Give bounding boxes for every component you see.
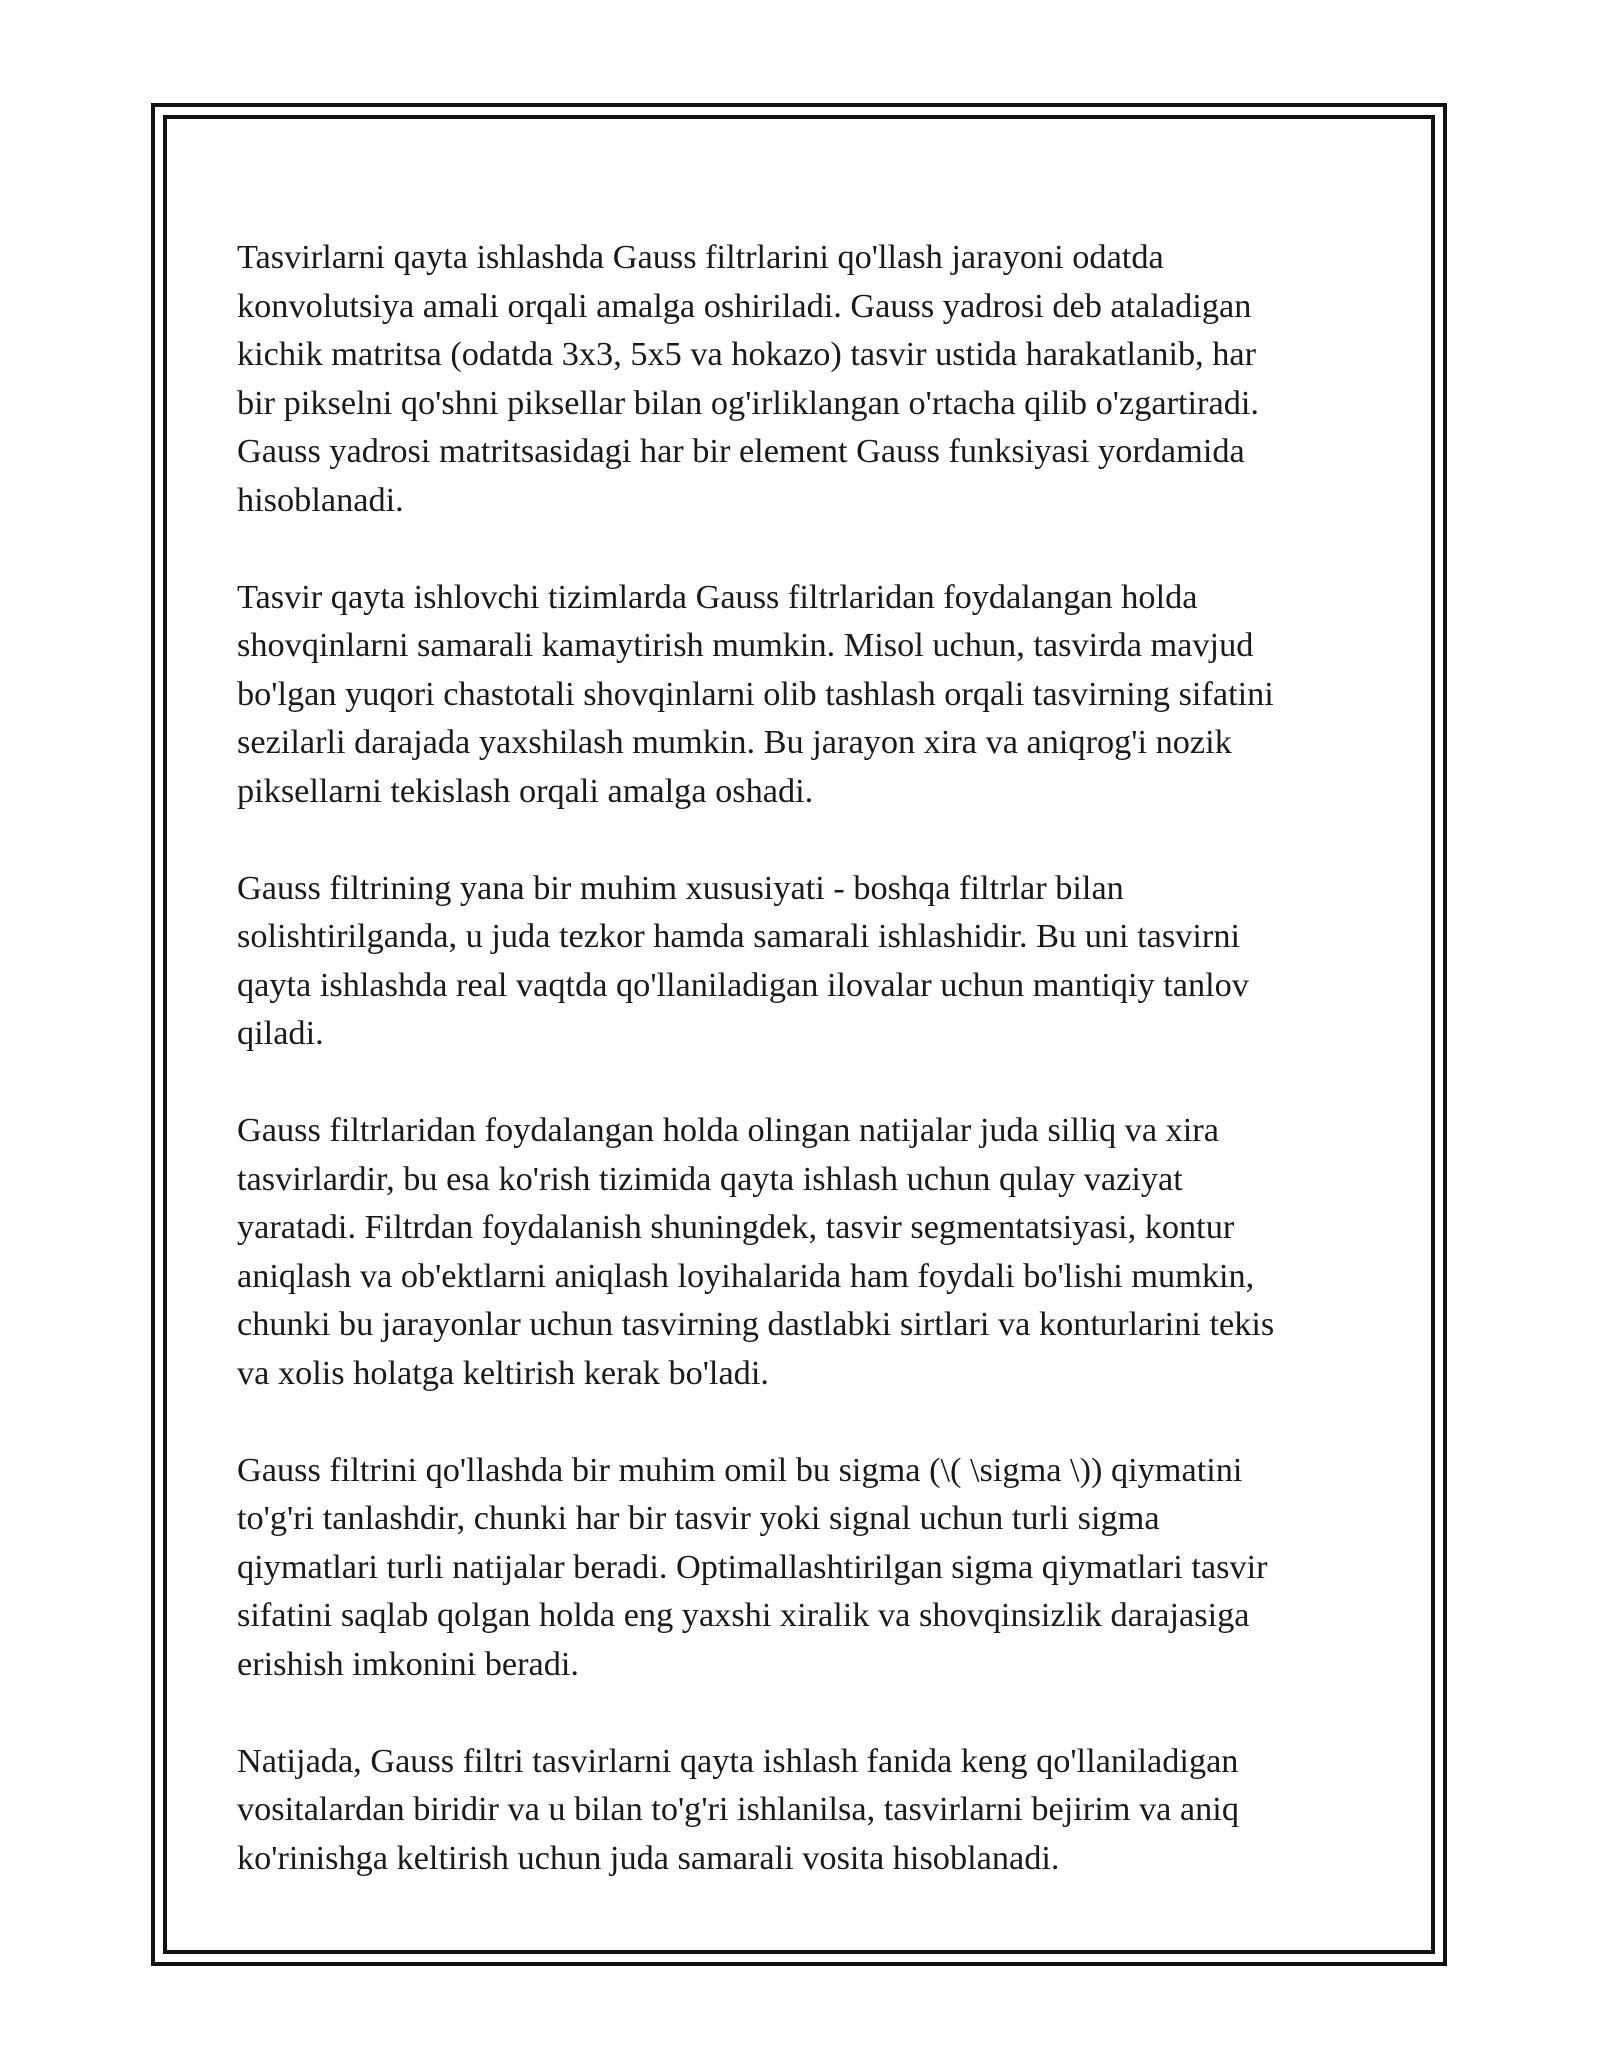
text-line: Gauss filtrining yana bir muhim xususiyati - boshqa filtrlar bilan — [237, 868, 1124, 907]
text-line: qiladi. — [237, 1014, 324, 1052]
paragraph-5 — [237, 1446, 1367, 1689]
text-line: shovqinlarni samarali kamaytirish mumkin. Misol uchun, tasvirda mavjud — [237, 626, 1254, 664]
text-line: erishish imkonini beradi. — [237, 1644, 579, 1683]
text-line: Gauss filtrini qo'llashda bir muhim omil bu sigma (\( \sigma \)) qiymatini — [237, 1450, 1243, 1489]
paragraph-2 — [237, 573, 1367, 816]
paragraph-1 — [237, 233, 1367, 524]
text-line: chunki bu jarayonlar uchun tasvirning dastlabki sirtlari va konturlarini tekis — [237, 1305, 1275, 1343]
paragraph-4 — [237, 1106, 1367, 1397]
text-line: qayta ishlashda real vaqtda qo'llaniladigan ilovalar uchun mantiqiy tanlov — [237, 965, 1249, 1004]
text-line: solishtirilganda, u juda tezkor hamda samarali ishlashidir. Bu uni tasvirni — [237, 917, 1240, 955]
text-line: tasvirlardir, bu esa ko'rish tizimida qayta ishlash uchun qulay vaziyat — [237, 1159, 1183, 1198]
text-line: piksellarni tekislash orqali amalga oshadi. — [237, 771, 814, 810]
text-line: vositalardan biridir va u bilan to'g'ri ishlanilsa, tasvirlarni bejirim va aniq — [237, 1790, 1239, 1828]
text-line: va xolis holatga keltirish kerak bo'ladi. — [237, 1353, 769, 1392]
text-line: konvolutsiya amali orqali amalga oshiriladi. Gauss yadrosi deb ataladigan — [237, 286, 1252, 325]
text-line: aniqlash va ob'ektlarni aniqlash loyihalarida ham foydali bo'lishi mumkin, — [237, 1256, 1255, 1295]
text-line: to'g'ri tanlashdir, chunki har bir tasvir yoki signal uchun turli sigma — [237, 1499, 1160, 1537]
text-line: qiymatlari turli natijalar beradi. Optimallashtirilgan sigma qiymatlari tasvir — [237, 1547, 1268, 1586]
text-line: Gauss yadrosi matritsasidagi har bir element Gauss funksiyasi yordamida — [237, 432, 1245, 470]
text-line: yaratadi. Filtrdan foydalanish shuningdek, tasvir segmentatsiyasi, kontur — [237, 1208, 1235, 1246]
document-body — [237, 233, 1367, 1931]
text-line: ko'rinishga keltirish uchun juda samarali vosita hisoblanadi. — [237, 1838, 1060, 1877]
text-line: Tasvirlarni qayta ishlashda Gauss filtrlarini qo'llash jarayoni odatda — [237, 238, 1164, 276]
paragraph-3 — [237, 864, 1367, 1058]
text-line: bo'lgan yuqori chastotali shovqinlarni olib tashlash orqali tasvirning sifatini — [237, 674, 1274, 713]
text-line: hisoblanadi. — [237, 480, 404, 519]
text-line: kichik matritsa (odatda 3x3, 5x5 va hokazo) tasvir ustida harakatlanib, har — [237, 335, 1257, 373]
text-line: sifatini saqlab qolgan holda eng yaxshi xiralik va shovqinsizlik darajasiga — [237, 1596, 1250, 1634]
paragraph-6 — [237, 1737, 1367, 1883]
text-line: Tasvir qayta ishlovchi tizimlarda Gauss filtrlaridan foydalangan holda — [237, 577, 1198, 616]
text-line: Gauss filtrlaridan foydalangan holda olingan natijalar juda silliq va xira — [237, 1111, 1219, 1149]
text-line: bir pikselni qo'shni piksellar bilan og'irliklangan o'rtacha qilib o'zgartiradi. — [237, 383, 1259, 422]
text-line: Natijada, Gauss filtri tasvirlarni qayta ishlash fanida keng qo'llaniladigan — [237, 1741, 1239, 1780]
text-line: sezilarli darajada yaxshilash mumkin. Bu jarayon xira va aniqrog'i nozik — [237, 723, 1232, 761]
